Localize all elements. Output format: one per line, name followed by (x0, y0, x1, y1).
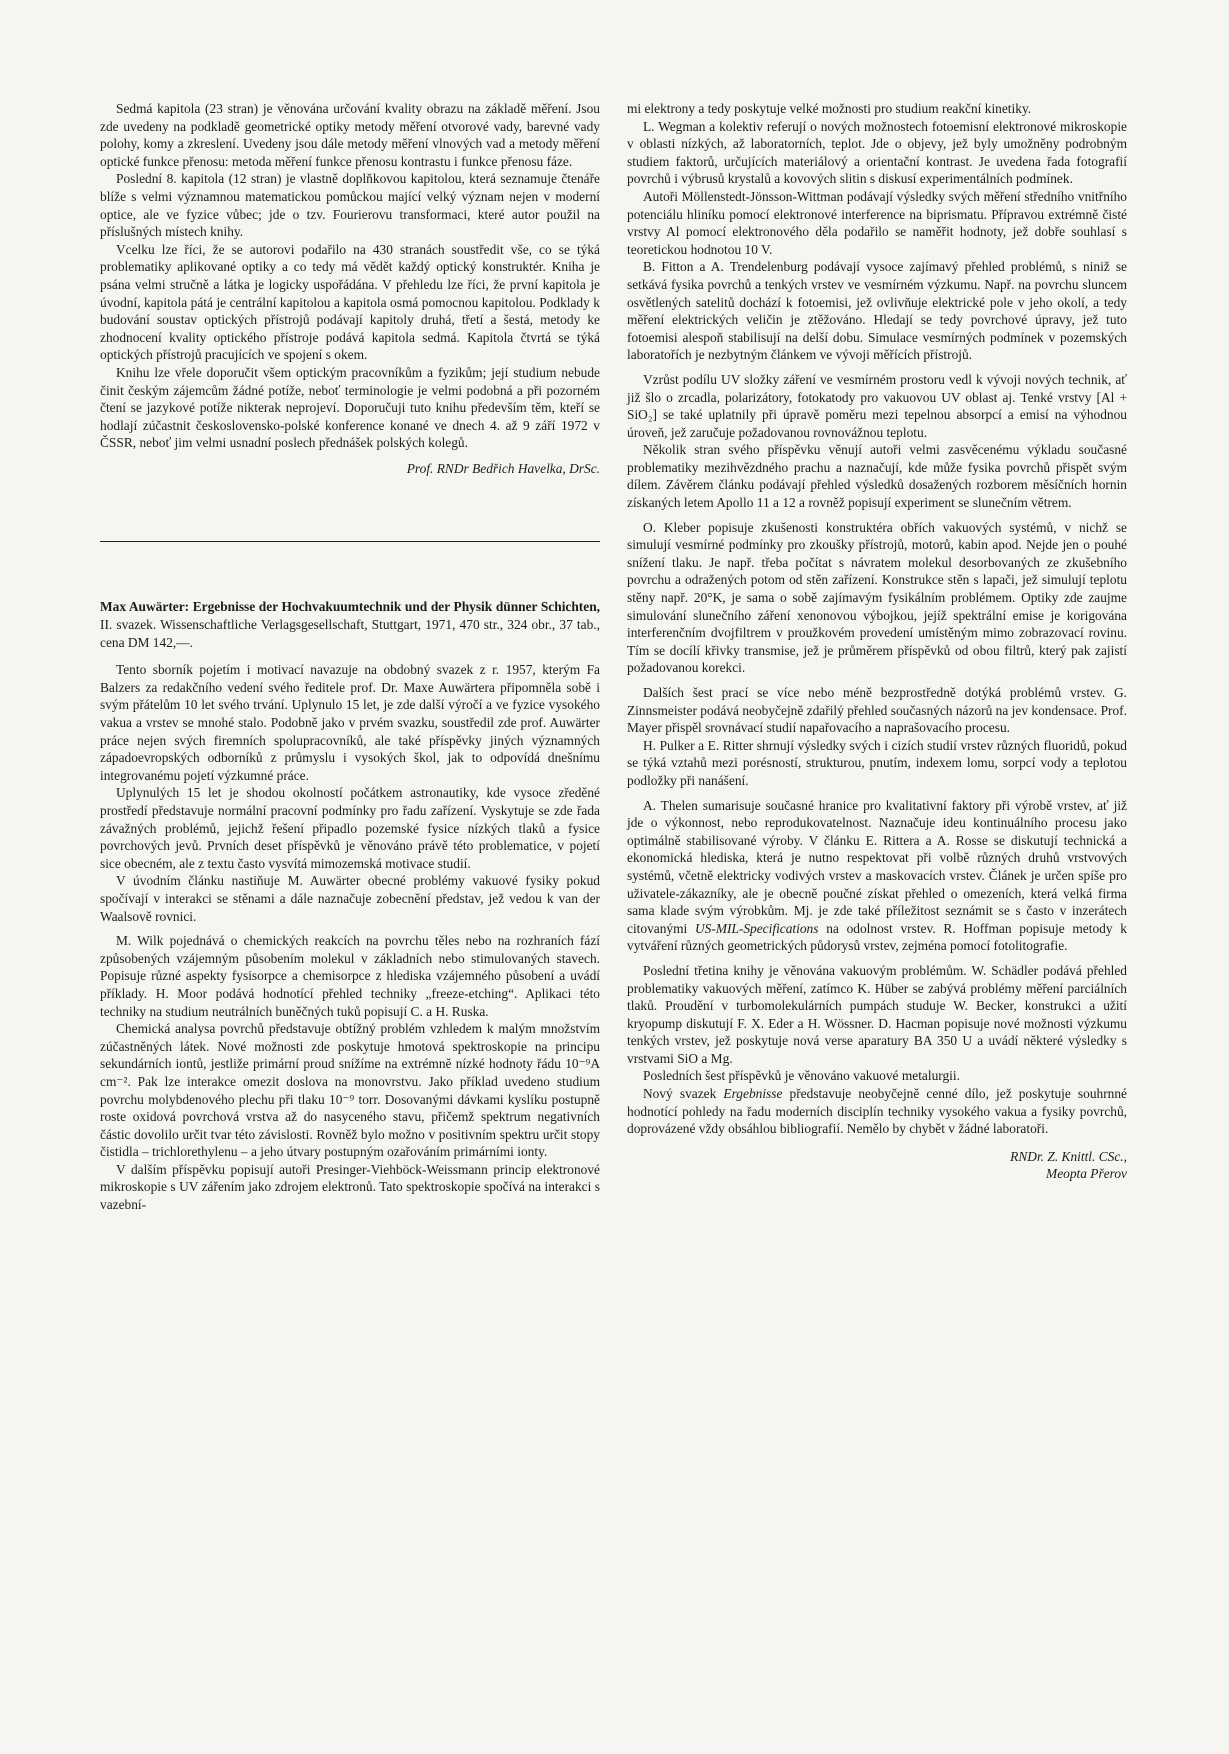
paragraph: mi elektrony a tedy poskytuje velké možnosti pro studium reakční kinetiky. (627, 101, 1032, 116)
paragraph (627, 797, 1127, 955)
paragraph: Poslední 8. kapitola (12 stran) je vlastně doplňkovou kapitolou, která seznamuje čtenáře blíže s velmi významnou matematickou pomůckou mající velký význam nejen v moderní optice, ale ve fyzice vůbec; jde o tzv. Fourierovu transformaci, které autor použil na příslušných místech knihy. (100, 171, 600, 240)
book-title: Max Auwärter: Ergebnisse der Hochvakuumtechnik und der Physik dünner Schichten, (100, 599, 600, 615)
paragraph: Tento sborník pojetím i motivací navazuje na obdobný svazek z r. 1957, kterým Fa Balzers za redakčního vedení svého ředitele prof. Dr. Maxe Auwärtera připomněla sobě i svým přátelům 10 let svého trvání. Uplynulo 15 let, je zde další výročí a ve fyzice vysokého vakua a vrstev se mnohé stalo. Podobně jako v prvém svazku, soustředil zde prof. Auwärter práce nejen svých firemních spolupracovníků, ale také příspěvky jiných významných západoevropských odborníků z průmyslu i vysokých škol, jak to odpovídá dnešnímu integrovanému pojetí výzkumné práce. (100, 662, 600, 783)
section-divider (100, 541, 600, 542)
paragraph: Chemická analysa povrchů představuje obtížný problém vzhledem k malým množstvím zúčastněných látek. Nové možnosti zde poskytuje hmotová spektroskopie na principu sekundárních iontů, jestliže primární proud snížíme na extrémně nízké hodnoty řádu 10⁻⁹A cm⁻². Pak lze interakce omezit doslova na monovrstvu. Jako příklad uvedeno studium povrchu molybdenového plechu při tlaku 10⁻⁹ torr. Dosovanými dávkami kyslíku postupně roste oxidová povrchová vrstva až do nasyceného stavu, přičemž spektrum negativních částic dovolilo určit tvar této závislosti. Rovněž bylo možno v positivním spektru určit stopy čistidla – trichlorethylenu – a jeho útvary postupným ozařováním primárními ionty. (100, 1021, 600, 1160)
reviewer-name: RNDr. Z. Knittl. CSc., (1010, 1148, 1127, 1164)
paragraph: H. Pulker a E. Ritter shrnují výsledky svých i cizích studií vrstev různých fluoridů, pokud se týká vztahů mezi porésností, strukturou, pnutím, indexem lomu, sorpcí vody a teplotou podložky při nanášení. (627, 737, 1127, 788)
paragraph: M. Wilk pojednává o chemických reakcích na povrchu těles nebo na rozhraních fází způsobených vzájemným působením molekul v základních nebo stimulovaných stavech. Popisuje různé aspekty fysisorpce a chemisorpce z hlediska vzájemného působení a uvádí příklady. H. Moor podává hodnotící přehled techniky „freeze-etching“. Aplikaci této techniky na studium neutrálních buněčných tuků popisují C. a H. Ruska. (100, 933, 600, 1019)
paragraph: Několik stran svého příspěvku věnují autoři velmi zasvěcenému výkladu současné problematiky mezihvězdného prachu a naznačují, kde může fysika povrchů přispět svým dílem. Závěrem článku podávají přehled výsledků dosažených rozborem měsíčních hornin získaných letem Apollo 11 a 12 a rovněž popisují experiment se slunečním větrem. (627, 442, 1127, 511)
book-header (100, 598, 600, 651)
paragraph: L. Wegman a kolektiv referují o nových možnostech fotoemisní elektronové mikroskopie v oblasti nízkých, až laboratorních, teplot. Jde o objevy, jež byly umožněny podrobným studiem faktorů, určujících materiálový a orientační kontrast. Je uvedena řada fotografií povrchů i výbrusů krystalů a kovových slitin s diskusí experimentálních podmínek. (627, 118, 1127, 187)
paragraph (627, 1085, 1127, 1138)
paragraph: Sedmá kapitola (23 stran) je věnována určování kvality obrazu na základě měření. Jsou zde uvedeny na podkladě geometrické optiky metody měření otvorové vady, barevné vady polohy, komy a zkreslení. Uvedeny jsou dále metody měření vlnových vad a metody měření optické funkce přenosu: metoda měření funkce přenosu kontrastu i funkce přenosu fáze. (100, 101, 600, 169)
paragraph: V dalším příspěvku popisují autoři Presinger-Viehböck-Weissmann princip elektronové mikroskopie s UV zářením jako zdrojem elektronů. Tato spektroskopie spočívá na interakci s vazební- (100, 1161, 600, 1213)
paragraph: Knihu lze vřele doporučit všem optickým pracovníkům a fyzikům; její studium nebude činit českým zájemcům žádné potíže, neboť terminologie je velmi podobná a při pozorném čtení se jazykové potíže nikterak neprojeví. Doporučuji tuto knihu především těm, kteří se hodlají zúčastnit československo-polské konference konané ve dnech 4. až 9 září 1972 v ČSSR, neboť jim velmi usnadní poslech přednášek polských kolegů. (100, 364, 600, 451)
text-run: představuje neobyčejně cenné dílo, jež poskytuje souhrnné hodnotící pohledy na řadu moderních disciplín techniky vysokého vakua a fysiky povrchů, doprovázené vždy obsáhlou bibliografií. Nemělo by chybět v žádné laboratoři. (627, 1086, 1128, 1137)
paragraph: V úvodním článku nastiňuje M. Auwärter obecné problémy vakuové fysiky pokud spočívají v interakci se stěnami a dále naznačuje zobecnění představ, jež vedou k van der Waalsově rovnici. (100, 873, 600, 924)
paragraph: B. Fitton a A. Trendelenburg podávají vysoce zajímavý přehled problémů, s niniž se setkává fysika povrchů a tenkých vrstev ve vesmírném výzkumu. Např. na povrchu sluncem osvětlených satelitů dochází k fotoemisi, jež ovlivňuje elektrické pole v jeho okolí, a tedy měření elektrických veličin je ztěžováno. Hledají se tedy povrchové úpravy, jež tuto fotoemisi alespoň stabilisují na delší dobu. Simulace vesmírných podmínek v pozemských laboratořích je nezbytným článkem ve vývoji měřících přístrojů. (627, 259, 1127, 363)
book-details: II. svazek. Wissenschaftliche Verlagsgesellschaft, Stuttgart, 1971, 470 str., 324 obr., 37 tab., cena DM 142,—. (100, 617, 600, 650)
emphasis: Ergebnisse (723, 1086, 783, 1102)
paragraph: Poslední třetina knihy je věnována vakuovým problémům. W. Schädler podává přehled problematiky vakuových měření, zatímco K. Hüber se zabývá problémy měření parciálních tlaků. Proudění v turbomolekulárních pumpách studuje W. Becker, konstrukci a užití kryopump diskutují F. X. Eder a H. Wössner. D. Hacman popisuje nové možnosti výzkumu tenkých vrstev, jež poskytuje nová verse aparatury BA 350 U a uvádí některé výsledky s vrstvami SiO a Mg. (627, 962, 1127, 1066)
text-run: A. Thelen sumarisuje současné hranice pro kvalitativní faktory při výrobě vrstev, ať již jde o výkonnost, nebo reprodukovatelnost. Naznačuje ideu kontinuálního procesu jako optimálně stabilisované výroby. V článku E. Rittera a A. Rosse se diskutují technická a ekonomická hlediska, která je nutno respektovat při volbě různých druhů vrstvových systémů, včetně elektricky vodivých vrstev a maskovacích vrstev. Článek je určen spíše pro uživatele-zákazníky, ale je obecně poučné získat přehled o omezeních, která velká firma sama klade svým výrobkům. Mj. je zde také příležitost seznámit se s často v inzerátech citovanými (627, 797, 1127, 936)
reviewer-affiliation: Meopta Přerov (1046, 1166, 1127, 1182)
emphasis: US-MIL-Specifications (695, 920, 819, 936)
paragraph: Autoři Möllenstedt-Jönsson-Wittman podávají výsledky svých měření středního vnitřního potenciálu hliníku pomocí elektronové interference na biprismatu. Přípravou extrémně čisté vrstvy Al pomocí elektronového děla podařilo se naměřit hodnoty, jež dobře souhlasí s teoretickou hodnotou 10 V. (627, 188, 1127, 257)
reviewer-signature: Prof. RNDr Bedřich Havelka, DrSc. (406, 460, 600, 476)
right-column (627, 100, 1127, 1183)
paragraph: Posledních šest příspěvků je věnováno vakuové metalurgii. (643, 1068, 960, 1084)
text-run: na odolnost vrstev. R. Hoffman popisuje metody k vytváření různých geometrických půdorysů vrstev, zejména pomocí fotolitografie. (627, 920, 1127, 954)
reviewer-signature (627, 1148, 1127, 1183)
paragraph: Uplynulých 15 let je shodou okolností počátkem astronautiky, kde vysoce zředěné prostředí představuje normální pracovní podmínky pro řadu zařízení. Vyskytuje se zde řada závažných problémů, jejichž řešení připadlo pozemské fysice nízkých tlaků a fysice povrchových jevů. Prvních deset příspěvků je věnováno právě této problematice, v pojetí sice obecném, ale z textu často vysvítá mimozemská motivace studií. (100, 785, 600, 871)
left-column (100, 100, 600, 1214)
paragraph: Vzrůst podílu UV složky záření ve vesmírném prostoru vedl k vývoji nových technik, ať již šlo o zrcadla, polarizátory, fotokatody pro vakuovou UV oblast aj. Tenké vrstvy [Al + SiO₂] se také uplatnily při úpravě poměru mezi tepelnou absorpcí a emisí na výhodnou úroveň, jež zaručuje požadovanou rovnovážnou teplotu. (627, 371, 1127, 440)
paragraph: Vcelku lze říci, že se autorovi podařilo na 430 stranách soustředit vše, co se týká problematiky aplikované optiky a co tedy má vědět každý optický konstruktér. Kniha je psána velmi stručně a látka je logicky uspořádána. V přehledu lze říci, že první kapitola je úvodní, kapitola pátá je centrální kapitolou a kapitola osmá pomocnou kapitolou. Podklady k budování soustav optických přístrojů podávají kapitoly druhá, třetí a šestá, metody ke zhodnocení kvality optického přístroje podává kapitola sedmá. Kapitola čtvrtá se týká optických přístrojů pracujících ve spojení s okem. (100, 241, 600, 363)
paragraph: O. Kleber popisuje zkušenosti konstruktéra obřích vakuových systémů, v nichž se simulují vesmírné podmínky pro zkoušky přístrojů, motorů, kabin apod. Nejde jen o pouhé snížení tlaku. Je např. třeba počítat s návratem molekul desorbovaných ze zkušebního povrchu a odražených potom od stěn zařízení. Konstrukce stěn s lapači, jež simulují teplotu stěny např. 20°K, je sama o sobě zajímavým fysikálním problémem. Optiky zde zaujme simulování slunečního záření xenonovou výbojkou, jejíž spektrální emise je korigována interferenčním dvojfiltrem v proužkovém provedení umístěným mimo zobrazovací rovinu. Tím se docílí křivky transmise, jež je průměrem příspěvků od obou filtrů, který pak zajistí požadovanou korekci. (627, 519, 1127, 676)
paragraph: Dalších šest prací se více nebo méně bezprostředně dotýká problémů vrstev. G. Zinnsmeister podává neobyčejně zdařilý přehled současných názorů na jev kondensace. Prof. Mayer přispěl srovnávací studií napařovacího a naprašovacího procesu. (627, 685, 1127, 736)
text-run: Nový svazek (643, 1086, 724, 1102)
